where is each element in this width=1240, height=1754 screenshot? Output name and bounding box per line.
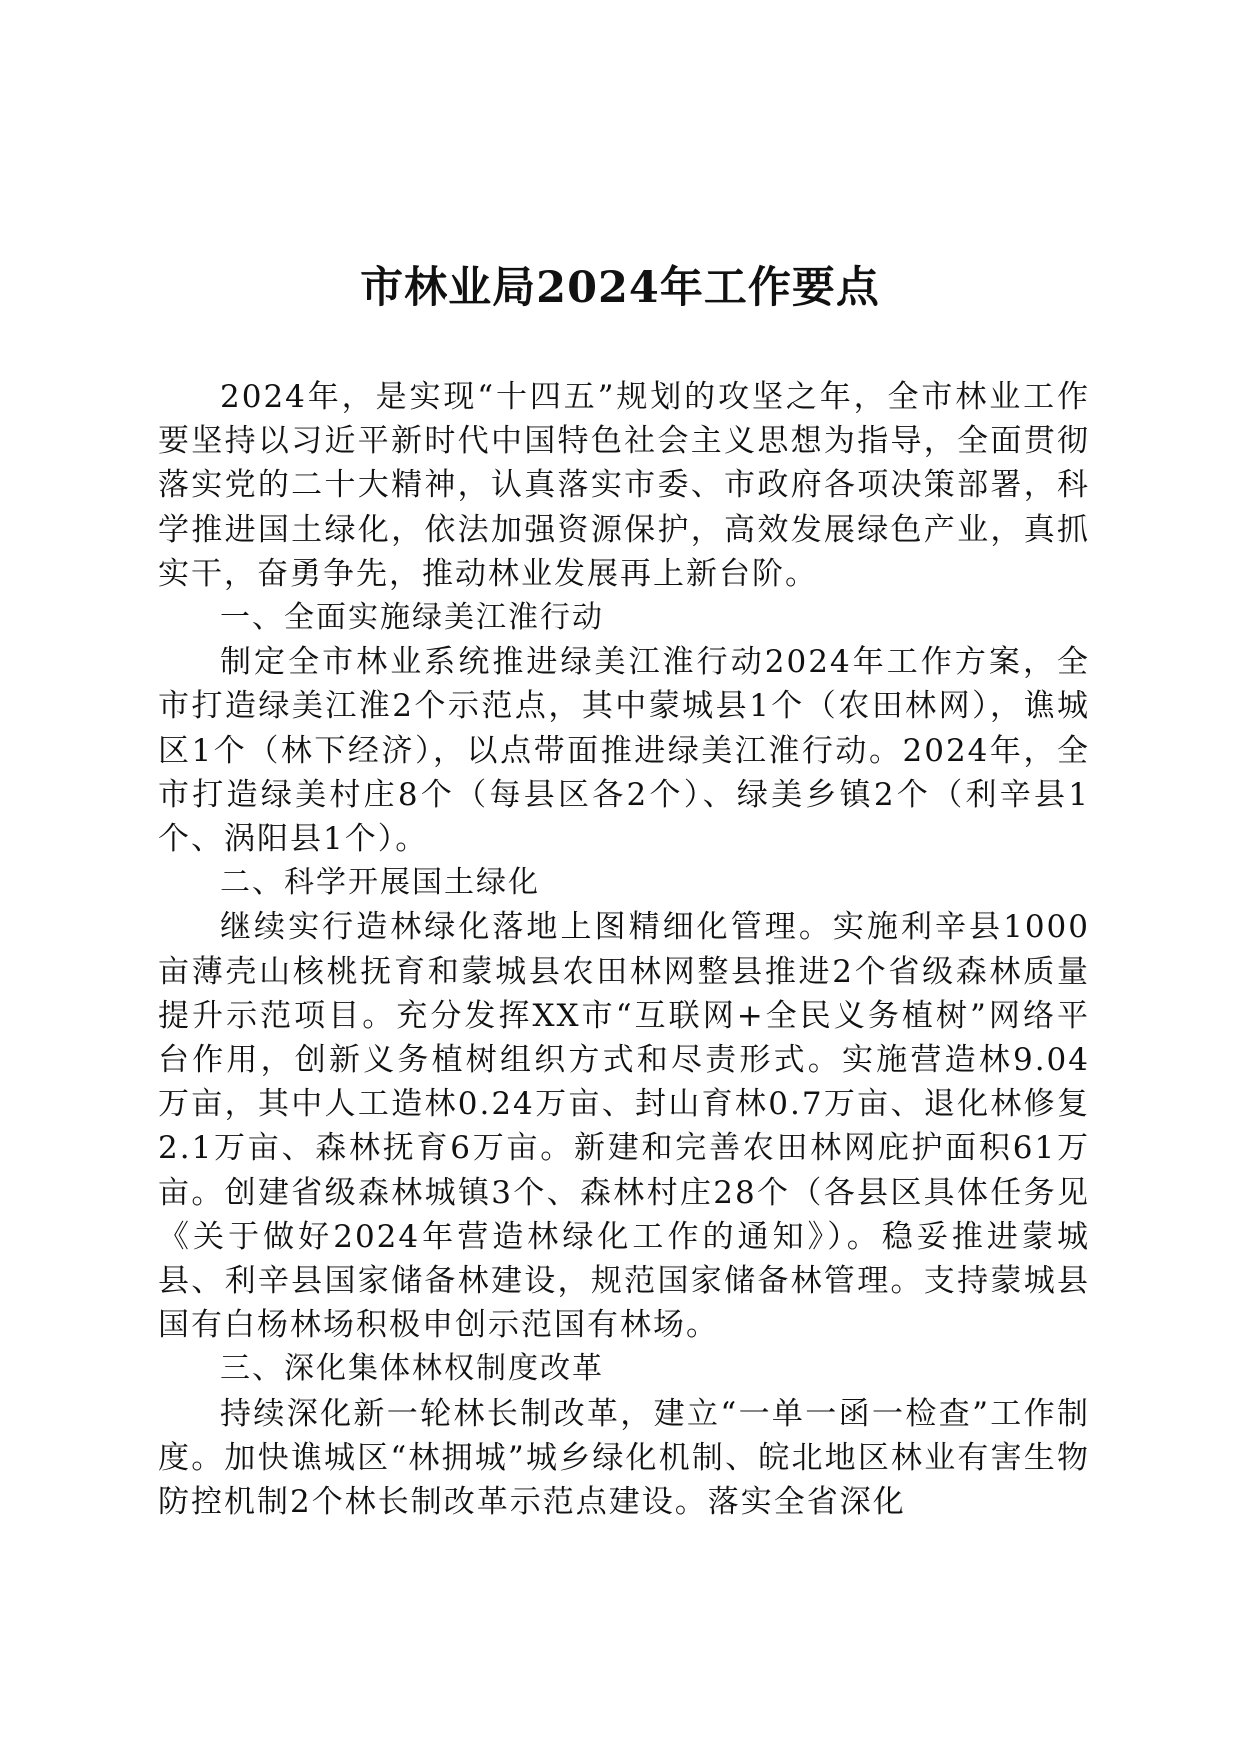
document-body	[158, 375, 1090, 1524]
section-2-heading: 二、科学开展国土绿化	[220, 865, 540, 901]
section-1-heading: 一、全面实施绿美江淮行动	[220, 600, 604, 636]
section-2-paragraph: 继续实行造林绿化落地上图精细化管理。实施利辛县1000亩薄壳山核桃抚育和蒙城县农田林网整县推进2个省级森林质量提升示范项目。充分发挥XX市“互联网+全民义务植树”网络平台作用，创新义务植树组织方式和尽责形式。实施营造林9.04万亩，其中人工造林0.24万亩、封山育林0.7万亩、退化林修复2.1万亩、森林抚育6万亩。新建和完善农田林网庇护面积61万亩。创建省级森林城镇3个、森林村庄28个（各县区具体任务见《关于做好2024年营造林绿化工作的通知》）。稳妥推进蒙城县、利辛县国家储备林建设，规范国家储备林管理。支持蒙城县国有白杨林场积极申创示范国有林场。	[158, 909, 1090, 1344]
document-title: 市林业局2024年工作要点	[360, 263, 880, 313]
intro-paragraph: 2024年，是实现“十四五”规划的攻坚之年，全市林业工作要坚持以习近平新时代中国特色社会主义思想为指导，全面贯彻落实党的二十大精神，认真落实市委、市政府各项决策部署，科学推进国土绿化，依法加强资源保护，高效发展绿色产业，真抓实干，奋勇争先，推动林业发展再上新台阶。	[158, 379, 1090, 592]
section-3-paragraph: 持续深化新一轮林长制改革，建立“一单一函一检查”工作制度。加快谯城区“林拥城”城乡绿化机制、皖北地区林业有害生物防控机制2个林长制改革示范点建设。落实全省深化	[158, 1395, 1090, 1521]
section-3-heading: 三、深化集体林权制度改革	[220, 1351, 604, 1387]
section-1-paragraph: 制定全市林业系统推进绿美江淮行动2024年工作方案，全市打造绿美江淮2个示范点，其中蒙城县1个（农田林网），谯城区1个（林下经济），以点带面推进绿美江淮行动。2024年，全市打造绿美村庄8个（每县区各2个）、绿美乡镇2个（利辛县1个、涡阳县1个）。	[158, 644, 1090, 858]
